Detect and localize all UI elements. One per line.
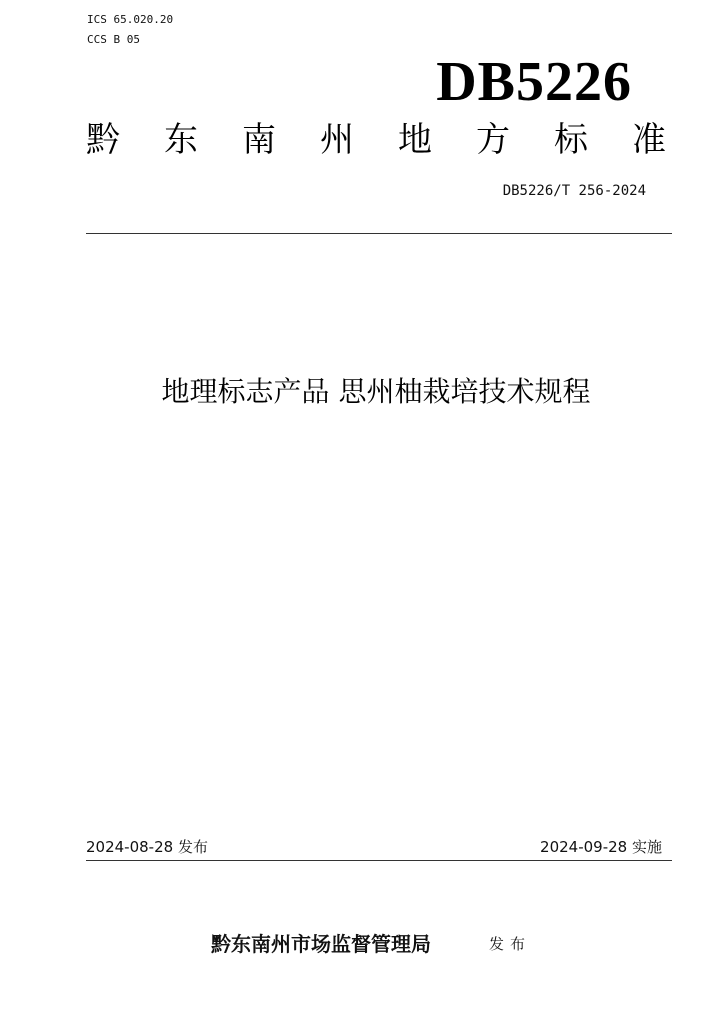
standard-type-char: 标 bbox=[554, 120, 588, 160]
implement-date: 2024-09-28 实施 bbox=[540, 838, 662, 856]
issuing-authority: 黔东南州市场监督管理局 bbox=[211, 932, 431, 956]
standard-logo: DB5226 bbox=[436, 51, 632, 113]
publish-date: 2024-08-28 发布 bbox=[86, 838, 208, 856]
top-divider bbox=[86, 233, 672, 234]
standard-type-char: 南 bbox=[242, 120, 276, 160]
standard-type-char: 黔 bbox=[86, 120, 120, 160]
document-title: 地理标志产品 思州柚栽培技术规程 bbox=[161, 375, 591, 408]
standard-type-char: 州 bbox=[320, 120, 354, 160]
standard-type-char: 方 bbox=[476, 120, 510, 160]
issue-label: 发布 bbox=[489, 935, 532, 953]
standard-type-title bbox=[86, 118, 666, 162]
standard-type-char: 东 bbox=[164, 120, 198, 160]
standard-code: DB5226/T 256-2024 bbox=[502, 183, 646, 199]
ics-code: ICS 65.020.20 bbox=[87, 13, 174, 26]
bottom-divider bbox=[86, 860, 672, 861]
ccs-code: CCS B 05 bbox=[87, 33, 140, 46]
standard-type-char: 地 bbox=[398, 120, 432, 160]
standard-type-char: 准 bbox=[632, 120, 666, 160]
